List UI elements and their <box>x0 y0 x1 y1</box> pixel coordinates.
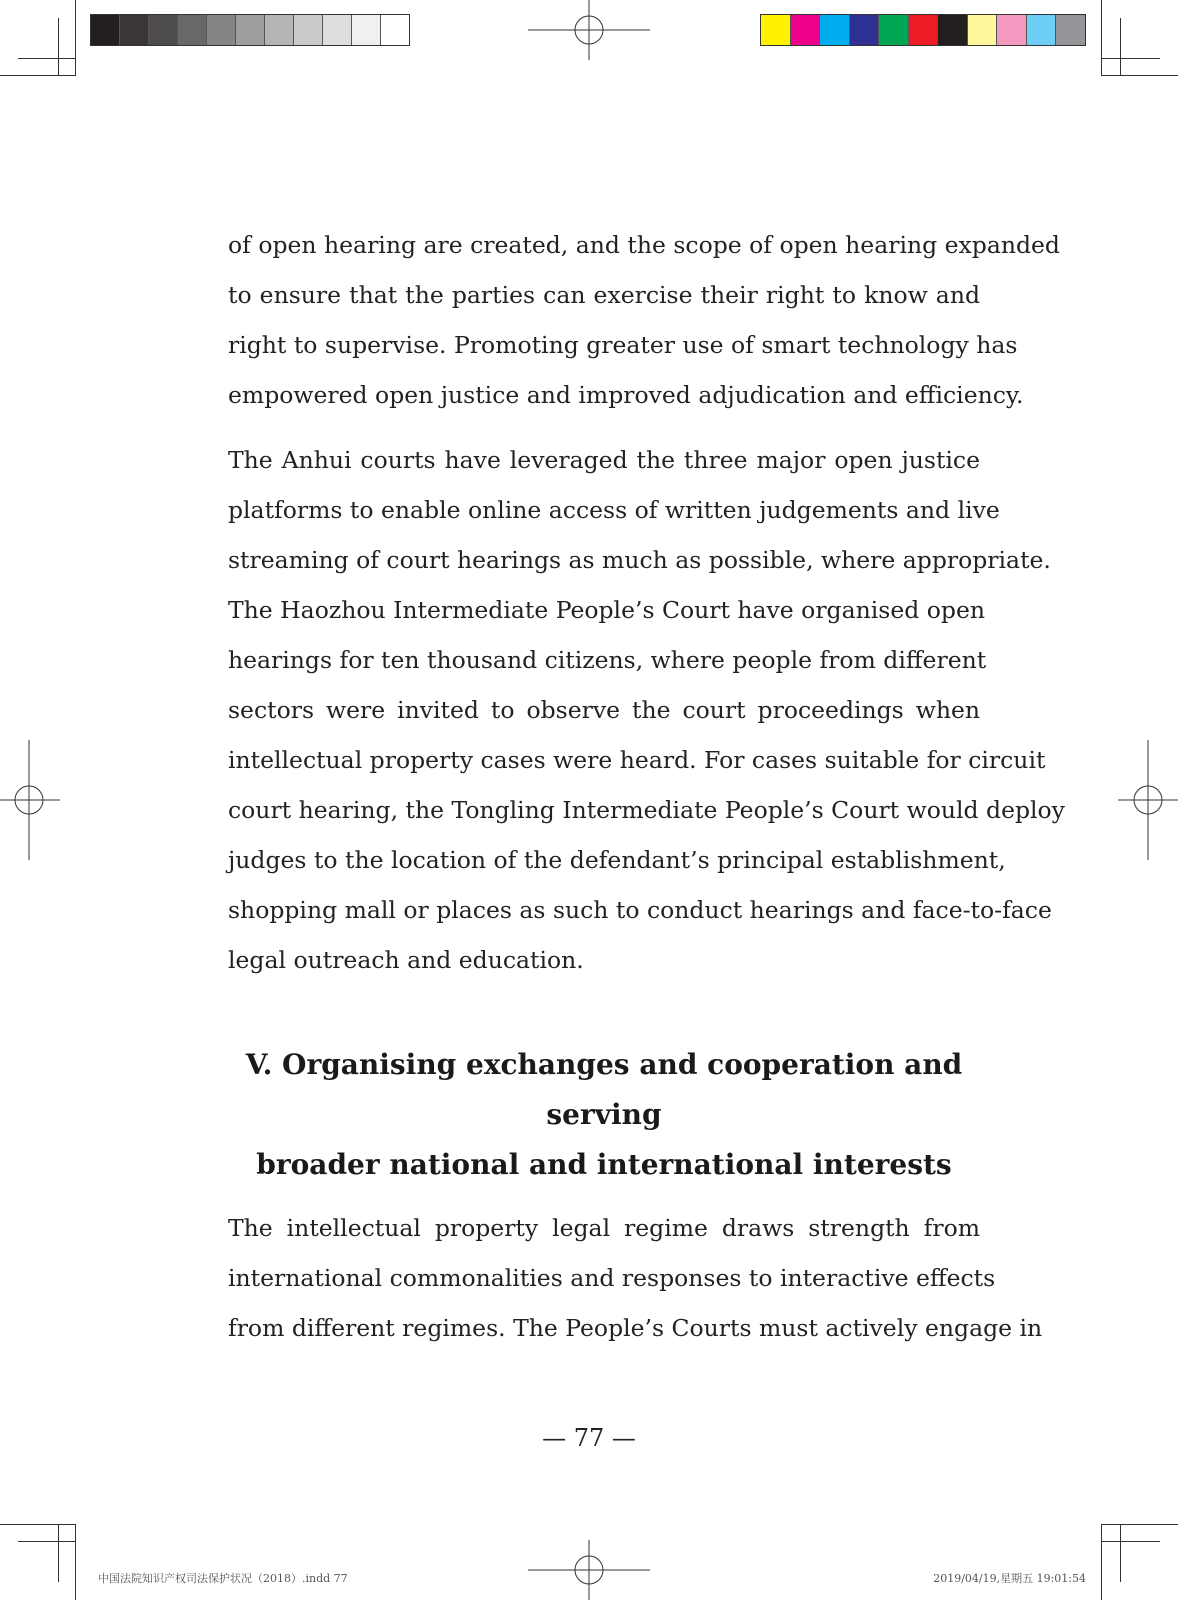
heading-line: V. Organising exchanges and cooperation and serving <box>245 1048 963 1131</box>
slug-filename: 中国法院知识产权司法保护状况（2018）.indd 77 <box>98 1572 348 1585</box>
gray-swatch <box>178 15 207 45</box>
color-calibration-bar <box>760 14 1086 46</box>
text-line: international commonalities and responses to interactive effects <box>228 1264 996 1292</box>
text-line: intellectual property cases were heard. For cases suitable for circuit <box>228 746 1046 774</box>
registration-mark-bottom <box>528 1540 650 1600</box>
text-line: hearings for ten thousand citizens, where people from different <box>228 646 987 674</box>
heading-line: broader national and international interests <box>256 1148 952 1181</box>
gray-swatch <box>352 15 381 45</box>
section-heading <box>228 1040 980 1190</box>
gray-swatch <box>91 15 120 45</box>
color-swatch <box>850 15 880 45</box>
color-swatch <box>1056 15 1085 45</box>
text-line: right to supervise. Promoting greater use of smart technology has <box>228 331 1018 359</box>
slug-timestamp: 2019/04/19,星期五 19:01:54 <box>933 1572 1086 1585</box>
text-line: from different regimes. The People’s Courts must actively engage in <box>228 1314 1043 1342</box>
text-line: empowered open justice and improved adjudication and efficiency. <box>228 381 1024 409</box>
gray-swatch <box>207 15 236 45</box>
color-swatch <box>1027 15 1057 45</box>
text-line: shopping mall or places as such to conduct hearings and face-to-face <box>228 896 1052 924</box>
text-line: of open hearing are created, and the scope of open hearing expanded <box>228 231 1060 259</box>
registration-mark-right <box>1118 740 1178 860</box>
registration-mark-left <box>0 740 60 860</box>
color-swatch <box>909 15 939 45</box>
color-swatch <box>879 15 909 45</box>
text-line: sectors were invited to observe the court proceedings when <box>228 696 980 724</box>
paragraph-3 <box>228 1203 1043 1353</box>
gray-swatch <box>294 15 323 45</box>
gray-swatch <box>120 15 149 45</box>
color-swatch <box>820 15 850 45</box>
color-swatch <box>997 15 1027 45</box>
page-number: — 77 — <box>542 1424 636 1452</box>
color-swatch <box>968 15 998 45</box>
text-line: court hearing, the Tongling Intermediate People’s Court would deploy <box>228 796 1065 824</box>
text-line: to ensure that the parties can exercise their right to know and <box>228 281 980 309</box>
color-swatch <box>938 15 968 45</box>
text-line: streaming of court hearings as much as possible, where appropriate. <box>228 546 1051 574</box>
gray-swatch <box>323 15 352 45</box>
gray-calibration-bar <box>90 14 410 46</box>
gray-swatch <box>381 15 409 45</box>
text-line: The Anhui courts have leveraged the three major open justice <box>228 446 980 474</box>
text-line: The Haozhou Intermediate People’s Court have organised open <box>228 596 985 624</box>
text-line: platforms to enable online access of written judgements and live <box>228 496 1000 524</box>
gray-swatch <box>149 15 178 45</box>
gray-swatch <box>236 15 265 45</box>
paragraph-1 <box>228 220 1060 420</box>
text-line: legal outreach and education. <box>228 946 584 974</box>
color-swatch <box>791 15 821 45</box>
gray-swatch <box>265 15 294 45</box>
paragraph-2 <box>228 435 1065 985</box>
text-line: judges to the location of the defendant’s principal establishment, <box>228 846 1006 874</box>
registration-mark-top <box>528 0 650 60</box>
text-line: The intellectual property legal regime draws strength from <box>228 1214 980 1242</box>
color-swatch <box>761 15 791 45</box>
